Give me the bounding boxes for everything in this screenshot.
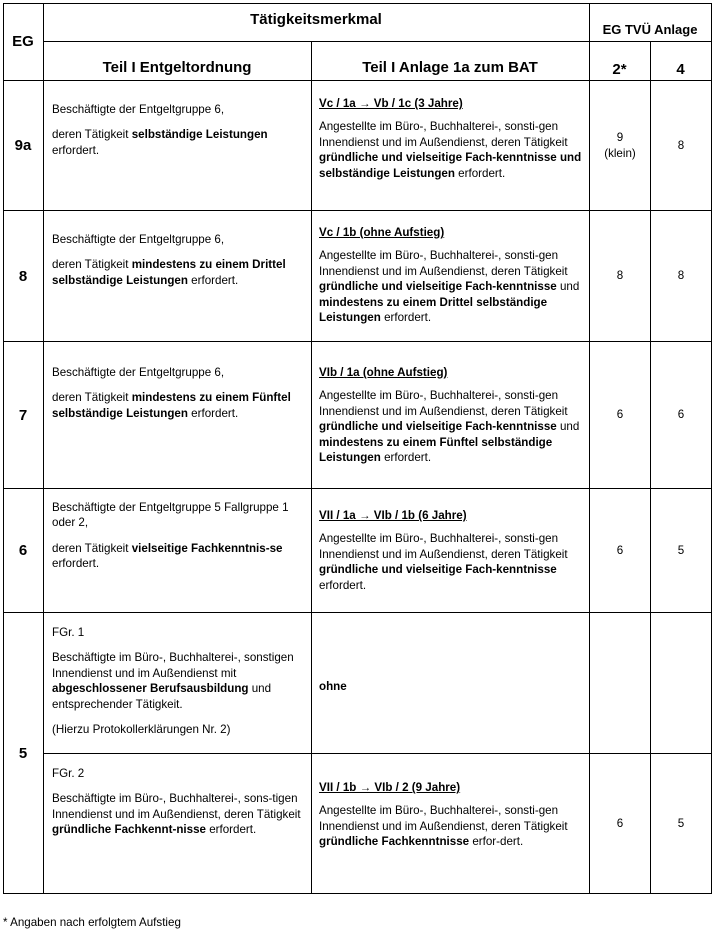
- text-span: erfor-dert.: [469, 835, 524, 849]
- text-span: erfordert.: [187, 406, 239, 420]
- value-col-4: 5: [677, 543, 685, 557]
- text-span: Beschäftigte im Büro-, Buchhalterei-, sonstigen Innendienst und im Außendienst mit: [52, 651, 294, 680]
- bat-ohne: ohne: [319, 680, 347, 693]
- text-span: Angestellte im Büro-, Buchhalterei-, sonsti-gen Innendienst und im Außendienst, deren Tätigkeit: [319, 389, 568, 418]
- bat-description: [319, 225, 583, 325]
- value-col-2: [590, 81, 650, 210]
- text-bold: vielseitige Fachkenntnis-se: [131, 541, 283, 555]
- header-col-2: 2*: [612, 61, 627, 78]
- text-span: erfordert.: [52, 557, 100, 571]
- text-span: Beschäftigte im Büro-, Buchhalterei-, sons-tigen Innendienst und im Außendienst, deren Tätigkeit: [52, 792, 301, 821]
- grid-line: [3, 612, 712, 613]
- entgelt-description: [52, 365, 304, 421]
- description-line: [319, 248, 583, 325]
- value-col-4: 8: [677, 269, 685, 282]
- text-span: deren Tätigkeit: [52, 391, 132, 405]
- value-col-2: 6: [616, 816, 624, 830]
- text-span: erfordert.: [454, 166, 506, 180]
- bat-title: Vc / 1b (ohne Aufstieg): [319, 226, 445, 239]
- description-line: [52, 390, 304, 421]
- description-line: [52, 257, 304, 288]
- text-bold: mindestens zu einem Fünftel selbständige Leistungen: [52, 391, 291, 420]
- text-span: erfordert.: [52, 143, 100, 157]
- note-line: (Hierzu Protokollerklärungen Nr. 2): [52, 723, 231, 737]
- eg-label: 5: [18, 744, 28, 762]
- text-span: deren Tätigkeit: [52, 258, 132, 272]
- text-span: und: [556, 420, 580, 434]
- bat-title: VII / 1b → VIb / 2 (9 Jahre): [319, 781, 461, 794]
- text-span: erfordert.: [205, 823, 257, 837]
- fgr-title: FGr. 2: [52, 767, 85, 780]
- bat-description: [319, 508, 583, 593]
- footnote: * Angaben nach erfolgtem Aufstieg: [3, 916, 181, 929]
- text-bold: selbständige Leistungen: [131, 128, 268, 142]
- description-line: [319, 388, 583, 465]
- description-line: Beschäftigte der Entgeltgruppe 5 Fallgruppe 1 oder 2,: [52, 501, 289, 530]
- bat-description: [319, 96, 583, 181]
- text-span: deren Tätigkeit: [52, 541, 132, 555]
- description-line: [52, 127, 304, 158]
- description-line: [319, 803, 583, 849]
- text-span: erfordert.: [380, 311, 432, 325]
- eg-label: 6: [18, 542, 28, 559]
- text-span: Angestellte im Büro-, Buchhalterei-, sonsti-gen Innendienst und im Außendienst, deren Tätigkeit: [319, 249, 568, 278]
- text-bold: gründliche und vielseitige Fach-kenntnisse: [319, 420, 557, 434]
- value-subtext: (klein): [604, 146, 636, 160]
- value-col-2: 6: [616, 408, 624, 421]
- grid-line: [43, 3, 44, 894]
- text-bold: gründliche Fachkenntnisse: [319, 835, 470, 849]
- text-bold: mindestens zu einem Drittel selbständige Leistungen: [319, 295, 548, 325]
- header-teil-i-bat: Teil I Anlage 1a zum BAT: [362, 59, 538, 76]
- description-line: Beschäftigte der Entgeltgruppe 6,: [52, 366, 225, 379]
- text-bold: gründliche und vielseitige Fach-kenntnisse: [319, 563, 557, 577]
- description-line: [319, 531, 583, 593]
- text-span: und: [556, 280, 580, 294]
- grid-line: [43, 41, 712, 42]
- text-bold: gründliche Fachkennt-nisse: [52, 823, 206, 837]
- eg-label: 7: [18, 406, 28, 424]
- description-line: [319, 119, 583, 181]
- header-eg-tvue-anlage: EG TVÜ Anlage: [602, 22, 698, 37]
- header-col-4: 4: [676, 61, 685, 78]
- text-bold: mindestens zu einem Fünftel selbständige Leistungen: [319, 435, 553, 465]
- description-line: [52, 650, 304, 712]
- text-span: erfordert.: [380, 451, 432, 465]
- value-col-4: 5: [677, 816, 685, 830]
- value-col-2: 8: [616, 269, 624, 282]
- value-text: 9: [616, 130, 624, 144]
- header-teil-i-entgeltordnung: Teil I Entgeltordnung: [102, 59, 252, 76]
- text-span: erfordert.: [319, 578, 367, 592]
- classification-table: [3, 3, 712, 894]
- bat-description: [319, 365, 583, 465]
- value-col-4: 6: [677, 408, 685, 421]
- header-eg: EG: [12, 33, 34, 50]
- text-span: deren Tätigkeit: [52, 128, 132, 142]
- eg-label: 9a: [14, 137, 32, 154]
- text-span: Angestellte im Büro-, Buchhalterei-, sonsti-gen Innendienst und im Außendienst, deren Tätigkeit: [319, 804, 568, 833]
- value-col-4: 8: [677, 138, 685, 152]
- fgr2-description: [52, 766, 304, 838]
- fgr-title: FGr. 1: [52, 626, 85, 639]
- value-col-2: 6: [616, 543, 624, 557]
- entgelt-description: [52, 102, 304, 158]
- text-span: erfordert.: [187, 273, 239, 287]
- entgelt-description: [52, 500, 304, 572]
- bat-title: Vc / 1a → Vb / 1c (3 Jahre): [319, 97, 463, 110]
- description-line: [52, 541, 304, 572]
- description-line: [52, 791, 304, 837]
- description-line: Beschäftigte der Entgeltgruppe 6,: [52, 233, 225, 246]
- grid-line: [711, 3, 712, 894]
- text-bold: mindestens zu einem Drittel selbständige Leistungen: [52, 258, 286, 287]
- entgelt-description: [52, 232, 304, 288]
- text-span: Angestellte im Büro-, Buchhalterei-, sonsti-gen Innendienst und im Außendienst, deren Tätigkeit: [319, 120, 568, 149]
- grid-line: [311, 41, 312, 894]
- text-bold: gründliche und vielseitige Fach-kenntnisse: [319, 280, 557, 294]
- bat-title: VIb / 1a (ohne Aufstieg): [319, 366, 448, 379]
- grid-line: [3, 893, 712, 894]
- bat-title: VII / 1a → VIb / 1b (6 Jahre): [319, 509, 467, 522]
- bat-description: [319, 780, 583, 850]
- fgr1-description: [52, 625, 304, 737]
- text-bold: abgeschlossener Berufsausbildung: [52, 682, 249, 696]
- text-span: Angestellte im Büro-, Buchhalterei-, sonsti-gen Innendienst und im Außendienst, deren Tätigkeit: [319, 532, 568, 561]
- grid-line: [3, 3, 712, 4]
- eg-label: 8: [18, 267, 28, 285]
- description-line: Beschäftigte der Entgeltgruppe 6,: [52, 103, 225, 116]
- text-span: und entsprechender Tätigkeit.: [52, 682, 272, 711]
- header-taetigkeitsmerkmal: Tätigkeitsmerkmal: [250, 11, 382, 28]
- text-bold: gründliche und vielseitige Fach-kenntnisse und selbständige Leistungen: [319, 151, 582, 180]
